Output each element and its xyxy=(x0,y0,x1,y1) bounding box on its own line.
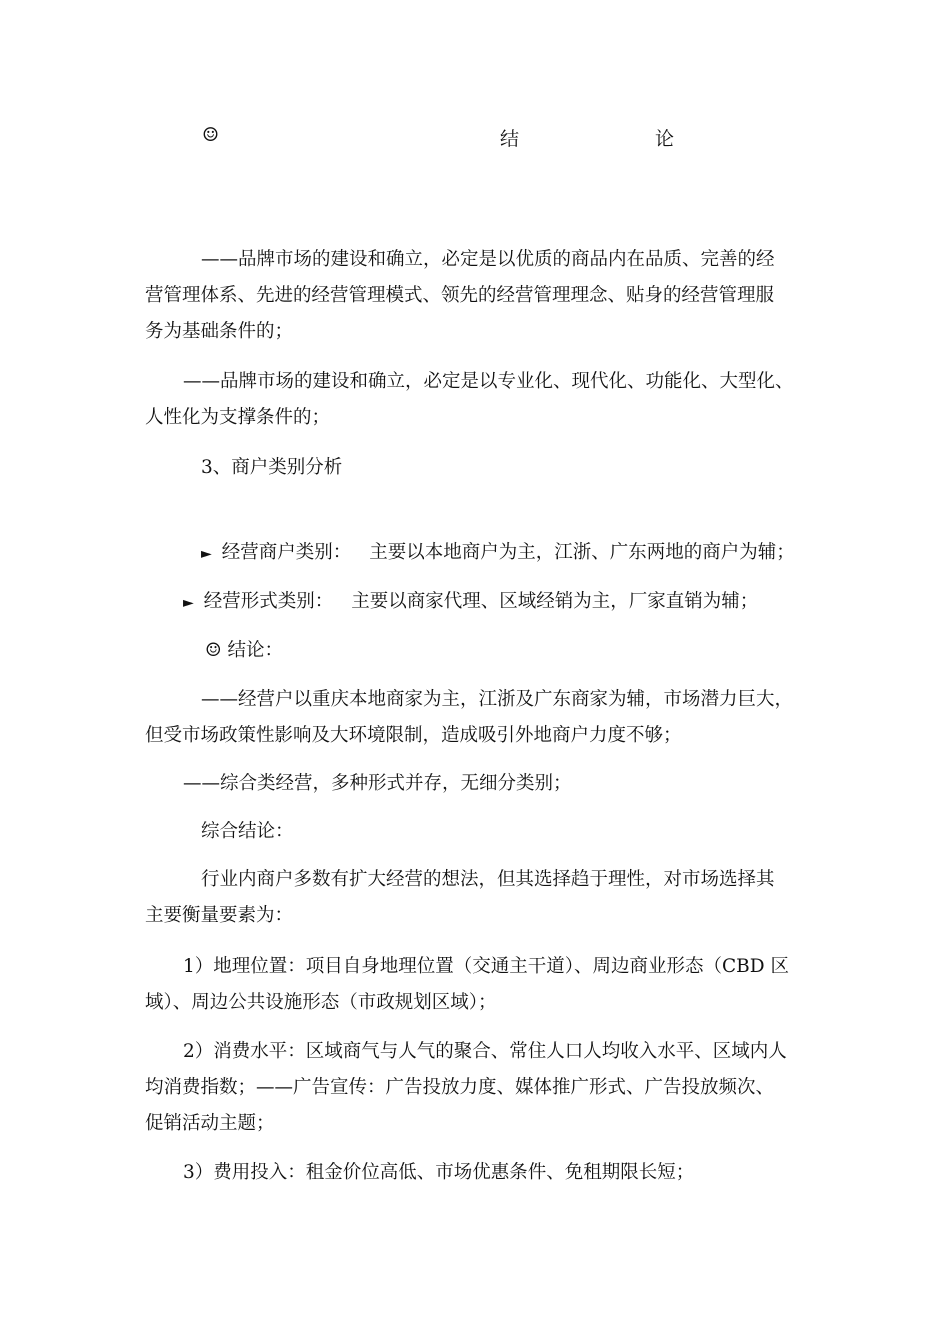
paragraph-line: ——品牌市场的建设和确立，必定是以专业化、现代化、功能化、大型化、 xyxy=(183,371,794,392)
heading-char-2: 论 xyxy=(655,128,675,150)
triangle-bullet-icon: ► xyxy=(183,595,194,611)
paragraph-brand-support xyxy=(145,364,825,436)
bullet-label: 经营商户类别： xyxy=(221,542,352,563)
paragraph-line: ——综合类经营，多种形式并存，无细分类别； xyxy=(183,773,572,794)
conclusion-line xyxy=(145,633,825,669)
bullet-line xyxy=(145,584,825,620)
paragraph-mixed-operation xyxy=(145,766,825,802)
list-item-line: 1）地理位置：项目自身地理位置（交通主干道）、周边商业形态（CBD 区 xyxy=(183,956,789,977)
paragraph-line: 人性化为支撑条件的； xyxy=(145,407,331,428)
paragraph-merchant-origin xyxy=(145,682,825,754)
list-item-location xyxy=(145,949,825,1021)
smiley-icon: ☺ xyxy=(202,124,220,146)
paragraph-line: 务为基础条件的； xyxy=(145,321,294,342)
list-item-line: 均消费指数；——广告宣传：广告投放力度、媒体推广形式、广告投放频次、 xyxy=(145,1077,775,1098)
bullet-text: 主要以本地商户为主，江浙、广东两地的商户为辅； xyxy=(369,542,795,563)
conclusion-text: 结论： xyxy=(227,640,283,661)
list-item-line: 域）、周边公共设施形态（市政规划区域）； xyxy=(145,992,497,1013)
bullet-line xyxy=(145,535,825,571)
paragraph-line: 行业内商户多数有扩大经营的想法，但其选择趋于理性，对市场选择其 xyxy=(201,869,775,890)
section-heading xyxy=(0,124,950,154)
paragraph-merchant-intent xyxy=(145,862,825,934)
list-item-consumption xyxy=(145,1034,825,1142)
smiley-icon: ☺ xyxy=(205,640,222,661)
triangle-bullet-icon: ► xyxy=(201,546,212,562)
list-item-line: 2）消费水平：区域商气与人气的聚合、常住人口人均收入水平、区域内人 xyxy=(183,1041,787,1062)
bullet-merchant-type xyxy=(145,535,825,571)
bullet-business-form xyxy=(145,584,825,620)
summary-title: 综合结论： xyxy=(201,821,294,842)
section-3-heading xyxy=(145,450,825,486)
bullet-text: 主要以商家代理、区域经销为主，厂家直销为辅； xyxy=(351,591,759,612)
list-item-line: 3）费用投入：租金价位高低、市场优惠条件、免租期限长短； xyxy=(183,1162,695,1183)
paragraph-line: ——品牌市场的建设和确立，必定是以优质的商品内在品质、完善的经 xyxy=(201,249,775,270)
paragraph-brand-foundation xyxy=(145,242,825,350)
summary-label xyxy=(145,814,825,850)
list-item-cost xyxy=(145,1155,825,1191)
paragraph-line: 营管理体系、先进的经营管理模式、领先的经营管理理念、贴身的经营管理服 xyxy=(145,285,775,306)
paragraph-line: ——经营户以重庆本地商家为主，江浙及广东商家为辅，市场潜力巨大， xyxy=(201,689,794,710)
list-item-line: 促销活动主题； xyxy=(145,1113,275,1134)
bullet-label: 经营形式类别： xyxy=(203,591,334,612)
heading-char-1: 结 xyxy=(500,128,520,150)
section-title: 3、商户类别分析 xyxy=(201,457,343,478)
paragraph-line: 主要衡量要素为： xyxy=(145,905,294,926)
conclusion-label xyxy=(145,633,825,669)
paragraph-line: 但受市场政策性影响及大环境限制，造成吸引外地商户力度不够； xyxy=(145,725,682,746)
